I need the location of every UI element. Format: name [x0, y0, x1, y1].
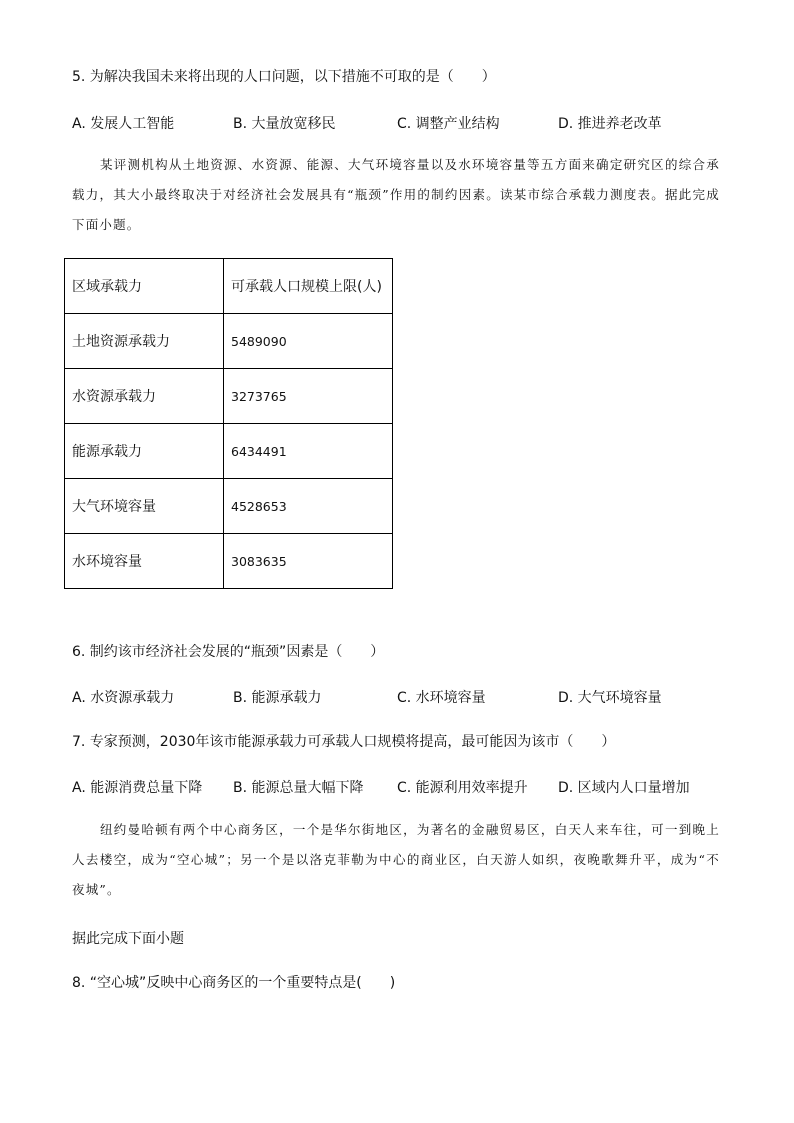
q5-option-b: B. 大量放宽移民	[233, 116, 336, 132]
table-header-cell: 可承载人口规模上限(人)	[224, 259, 393, 314]
table-cell-value: 5489090	[224, 314, 393, 369]
table-row	[65, 534, 393, 589]
table-cell-value: 6434491	[224, 424, 393, 479]
table-row	[65, 369, 393, 424]
q6-option-c: C. 水环境容量	[397, 690, 486, 706]
table-cell-value: 4528653	[224, 479, 393, 534]
reading-passage-1: 某评测机构从土地资源、水资源、能源、大气环境容量以及水环境容量等五方面来确定研究区的综合承载力，其大小最终取决于对经济社会发展具有“瓶颈”作用的制约因素。读某市综合承载力测度表。据此完成下面小题。	[72, 157, 720, 232]
table-cell-label: 能源承载力	[65, 424, 224, 479]
table-cell-label: 土地资源承载力	[65, 314, 224, 369]
table-header-row	[65, 259, 393, 314]
table-cell-label: 水资源承载力	[65, 369, 224, 424]
q6-option-a: A. 水资源承载力	[72, 690, 175, 706]
reading-passage-2: 纽约曼哈顿有两个中心商务区，一个是华尔街地区，为著名的金融贸易区，白天人来车往，可一到晚上人去楼空，成为“空心城”；另一个是以洛克菲勒为中心的商业区，白天游人如织，夜晚歌舞升平，成为“不夜城”。	[72, 822, 720, 897]
table-cell-value: 3083635	[224, 534, 393, 589]
question-5-stem: 5. 为解决我国未来将出现的人口问题，以下措施不可取的是（ ）	[72, 69, 496, 85]
instruction-text: 据此完成下面小题	[72, 931, 184, 947]
table-cell-label: 水环境容量	[65, 534, 224, 589]
q6-option-b: B. 能源承载力	[233, 690, 322, 706]
table-row	[65, 314, 393, 369]
q5-option-a: A. 发展人工智能	[72, 116, 175, 132]
q7-option-c: C. 能源利用效率提升	[397, 780, 528, 796]
carrying-capacity-table	[64, 258, 393, 589]
table-row	[65, 424, 393, 479]
table-cell-value: 3273765	[224, 369, 393, 424]
question-7-stem: 7. 专家预测，2030年该市能源承载力可承载人口规模将提高，最可能因为该市（ ）	[72, 734, 616, 750]
table-row	[65, 479, 393, 534]
q7-option-d: D. 区域内人口量增加	[558, 780, 690, 796]
q7-option-b: B. 能源总量大幅下降	[233, 780, 364, 796]
question-6-stem: 6. 制约该市经济社会发展的“瓶颈”因素是（ ）	[72, 644, 385, 660]
question-8-stem: 8. “空心城”反映中心商务区的一个重要特点是( )	[72, 975, 396, 991]
q5-option-c: C. 调整产业结构	[397, 116, 500, 132]
table-header-cell: 区域承载力	[65, 259, 224, 314]
table-cell-label: 大气环境容量	[65, 479, 224, 534]
q6-option-d: D. 大气环境容量	[558, 690, 662, 706]
q7-option-a: A. 能源消费总量下降	[72, 780, 203, 796]
q5-option-d: D. 推进养老改革	[558, 116, 662, 132]
